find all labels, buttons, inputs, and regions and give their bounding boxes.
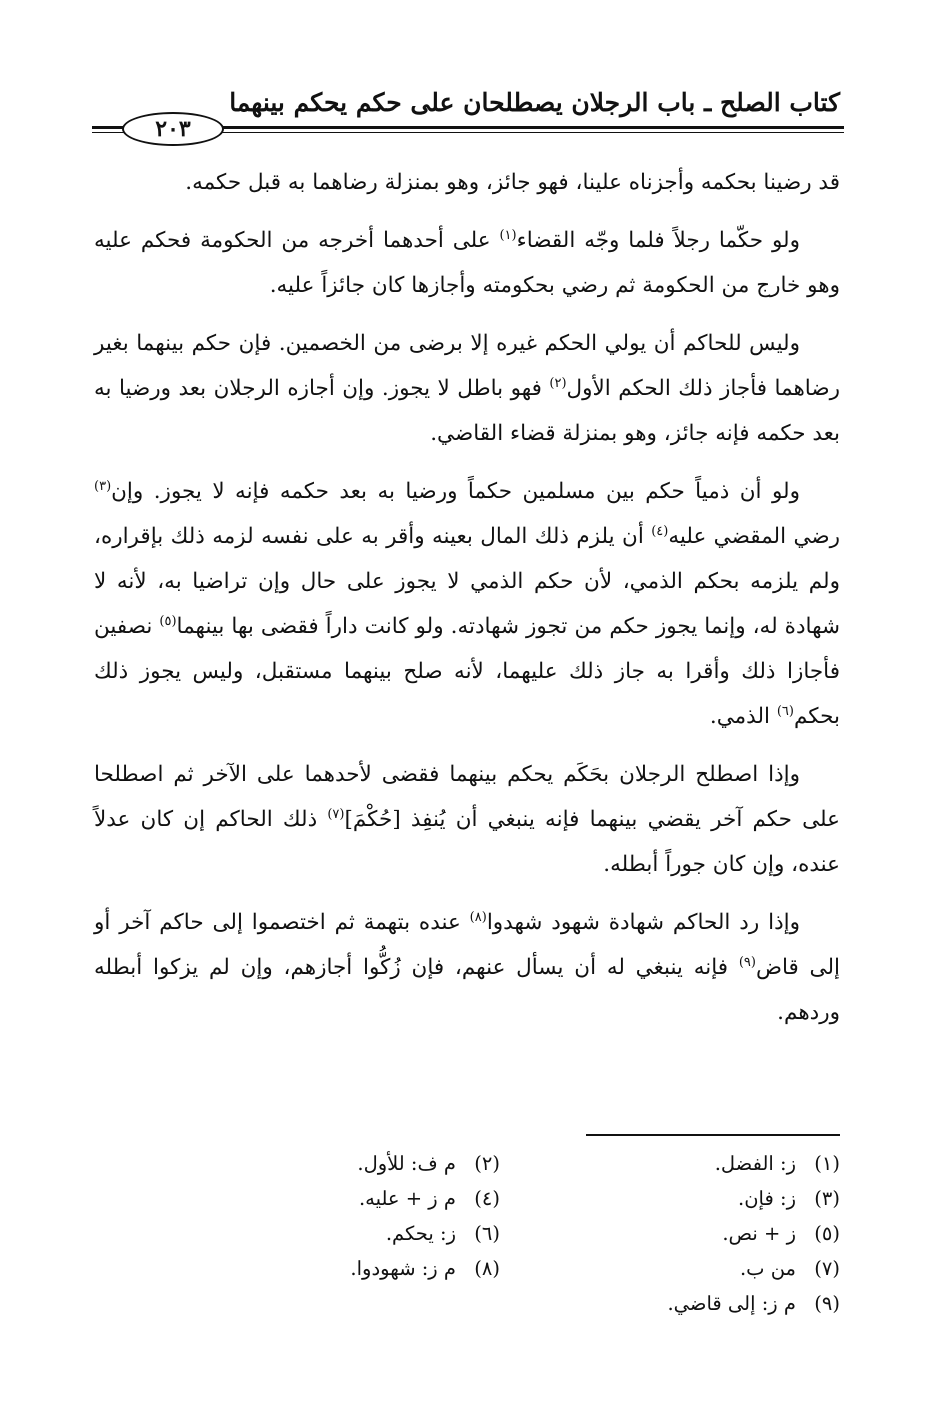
footnote-ref-4[interactable]: (٤) [651,523,669,539]
footnote-row [94,1146,840,1181]
footnote-row [94,1286,840,1321]
paragraph-text: على أحدهما أخرجه من الحكومة فحكم عليه وهو خارج من الحكومة ثم رضي بحكومته وأجازها كان جائزاً عليه. [94,228,840,298]
paragraph-text: ولو حكّما رجلاً فلما وجّه القضاء [516,228,800,253]
footnote-separator [586,1134,840,1136]
footnote-row [94,1181,840,1216]
main-text [94,160,840,1048]
footnote-ref-2[interactable]: (٢) [549,375,567,391]
footnote-6 [160,1216,500,1251]
footnote-text: ز: يحكم. [385,1222,456,1245]
footnote-4 [160,1181,500,1216]
footnote-8 [160,1251,500,1286]
footnote-9 [500,1286,840,1321]
footnote-row [94,1216,840,1251]
footnote-number: (٥) [814,1222,840,1245]
footnote-number: (٧) [814,1257,840,1280]
footnote-text: ز + نص. [722,1222,796,1245]
footnote-number: (٣) [814,1187,840,1210]
footnote-text: م ف: للأول. [357,1152,456,1175]
footnote-number: (٤) [474,1187,500,1210]
paragraph-1 [94,160,840,205]
paragraph-5 [94,752,840,887]
footnote-text: م ز + عليه. [358,1187,456,1210]
page-number: ٢٠٣ [155,116,191,142]
footnote-ref-3[interactable]: (٣) [94,478,112,494]
running-header-title: كتاب الصلح ـ باب الرجلان يصطلحان على حكم يحكم بينهما [229,88,840,117]
paragraph-text: وإذا رد الحاكم شهادة شهود شهدوا [486,910,801,935]
paragraph-text: عنده بتهمة ثم اختصموا إلى حاكم آخر أو إلى قاض [94,910,840,980]
footnote-1 [500,1146,840,1181]
footnote-ref-1[interactable]: (١) [499,227,517,243]
footnote-ref-8[interactable]: (٨) [469,909,487,925]
paragraph-text: الذمي. [709,704,777,729]
footnote-number: (١) [814,1152,840,1175]
footnote-text: من ب. [739,1257,796,1280]
paragraph-text: ولو أن ذمياً حكم بين مسلمين حكماً ورضيا به بعد حكمه فإنه لا يجوز. وإن [111,479,800,504]
paragraph-text: فإنه ينبغي له أن يسأل عنهم، فإن زُكُّوا أجازهم، وإن لم يزكوا أبطله وردهم. [94,955,840,1025]
footnote-number: (٨) [474,1257,500,1280]
paragraph-text: وليس للحاكم أن يولي الحكم غيره إلا برضى من الخصمين. فإن حكم بينهما بغير رضاهما فأجاز ذلك الحكم الأول [94,331,840,401]
footnote-row [94,1251,840,1286]
footnote-5 [500,1216,840,1251]
paragraph-text: وإذا اصطلح الرجلان بحَكَم يحكم بينهما فقضى لأحدهما على الآخر ثم اصطلحا على حكم آخر يقضي بينهما فإنه ينبغي أن يُنفِذ [حُكْمَ] [94,762,840,832]
paragraph-text: نصفين فأجازا ذلك وأقرا به جاز ذلك عليهما، لأنه صلح بينهما مستقبل، وليس يجوز ذلك بحكم [94,614,840,729]
paragraph-text: قد رضينا بحكمه وأجزناه علينا، فهو جائز، وهو بمنزلة رضاهما به قبل حكمه. [185,170,840,195]
page-number-badge [122,112,224,146]
footnote-text: ز: فإن. [738,1187,796,1210]
footnote-ref-5[interactable]: (٥) [159,613,177,629]
footnote-3 [500,1181,840,1216]
paragraph-4 [94,469,840,739]
paragraph-2 [94,218,840,308]
footnotes [94,1146,840,1321]
footnote-ref-7[interactable]: (٧) [327,806,345,822]
footnote-ref-6[interactable]: (٦) [776,703,794,719]
footnote-ref-9[interactable]: (٩) [738,954,756,970]
paragraph-text: رضي المقضي عليه [668,524,840,549]
footnote-number: (٩) [814,1292,840,1315]
footnote-text: ز: الفضل. [714,1152,796,1175]
footnote-2 [160,1146,500,1181]
footnote-text: م ز: شهودوا. [350,1257,456,1280]
paragraph-text: فهو باطل لا يجوز. وإن أجازه الرجلان بعد ورضيا به بعد حكمه فإنه جائز، وهو بمنزلة قضاء القاضي. [94,376,840,446]
footnote-7 [500,1251,840,1286]
footnote-number: (٢) [474,1152,500,1175]
footnote-number: (٦) [474,1222,500,1245]
paragraph-text: أن يلزم ذلك المال بعينه وأقر به على نفسه لزمه ذلك بإقراره، ولم يلزمه بحكم الذمي، لأن حكم الذمي لا يجوز على حال وإن تراضيا به، لأنه لا شهادة له، وإنما يجوز حكم من تجوز شهادته. ولو كانت داراً فقضى بها بينهما [94,524,840,639]
paragraph-3 [94,321,840,456]
paragraph-text: ذلك الحاكم إن كان عدلاً عنده، وإن كان جوراً أبطله. [94,807,840,877]
paragraph-6 [94,900,840,1035]
footnote-text: م ز: إلى قاضي. [667,1292,796,1315]
